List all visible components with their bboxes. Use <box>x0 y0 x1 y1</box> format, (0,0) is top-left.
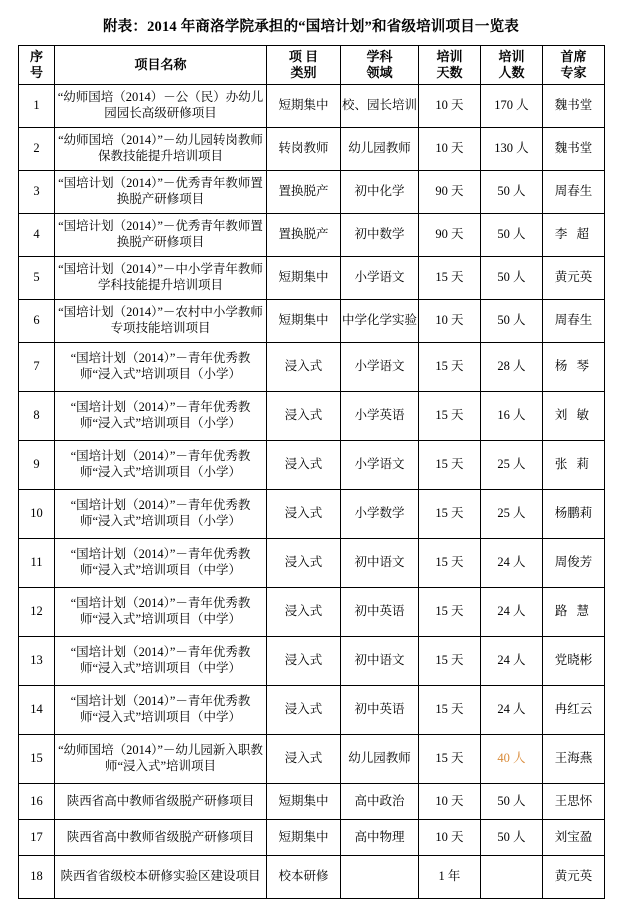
table-row <box>19 213 605 256</box>
cell-training-people <box>481 855 543 898</box>
cell-chief-expert: 黄元英 <box>543 256 605 299</box>
table-row <box>19 538 605 587</box>
cell-subject-field: 高中物理 <box>341 819 419 855</box>
cell-training-days: 10 天 <box>419 84 481 127</box>
cell-chief-expert: 周春生 <box>543 299 605 342</box>
cell-subject-field: 初中英语 <box>341 685 419 734</box>
table-row <box>19 342 605 391</box>
cell-chief-expert: 周春生 <box>543 170 605 213</box>
cell-training-days: 15 天 <box>419 391 481 440</box>
cell-index: 10 <box>19 489 55 538</box>
cell-project-name: “国培计划（2014）”－青年优秀教师“浸入式”培训项目（小学） <box>55 342 267 391</box>
cell-training-people: 130 人 <box>481 127 543 170</box>
cell-training-people: 50 人 <box>481 819 543 855</box>
cell-project-type: 短期集中 <box>267 256 341 299</box>
cell-training-people: 50 人 <box>481 256 543 299</box>
table-row <box>19 256 605 299</box>
cell-subject-field: 初中数学 <box>341 213 419 256</box>
cell-training-days: 10 天 <box>419 783 481 819</box>
cell-project-type: 短期集中 <box>267 783 341 819</box>
cell-training-people: 170 人 <box>481 84 543 127</box>
cell-project-type: 浸入式 <box>267 489 341 538</box>
cell-training-days: 90 天 <box>419 170 481 213</box>
column-header-chief-expert <box>543 46 605 85</box>
cell-project-type: 浸入式 <box>267 440 341 489</box>
cell-subject-field: 小学数学 <box>341 489 419 538</box>
cell-index: 1 <box>19 84 55 127</box>
cell-chief-expert: 刘宝盈 <box>543 819 605 855</box>
column-header-index-line2: 号 <box>29 64 43 80</box>
cell-project-name: “国培计划（2014）”－青年优秀教师“浸入式”培训项目（中学） <box>55 538 267 587</box>
table-row <box>19 685 605 734</box>
cell-subject-field: 校、园长培训 <box>341 84 419 127</box>
table-row <box>19 734 605 783</box>
cell-project-type: 浸入式 <box>267 587 341 636</box>
cell-project-type: 校本研修 <box>267 855 341 898</box>
table-row <box>19 819 605 855</box>
cell-project-name: 陕西省高中教师省级脱产研修项目 <box>55 783 267 819</box>
column-header-index-line1: 序 <box>29 49 43 64</box>
table-row <box>19 440 605 489</box>
table-row <box>19 391 605 440</box>
cell-chief-expert: 冉红云 <box>543 685 605 734</box>
table-header-row <box>19 46 605 85</box>
table-body <box>19 84 605 898</box>
cell-index: 15 <box>19 734 55 783</box>
cell-training-people: 16 人 <box>481 391 543 440</box>
cell-training-people: 28 人 <box>481 342 543 391</box>
cell-subject-field: 初中英语 <box>341 587 419 636</box>
column-header-index <box>19 46 55 85</box>
cell-index: 12 <box>19 587 55 636</box>
cell-training-days: 15 天 <box>419 256 481 299</box>
cell-project-name: “国培计划（2014）”－中小学青年教师学科技能提升培训项目 <box>55 256 267 299</box>
cell-subject-field: 初中语文 <box>341 538 419 587</box>
cell-project-type: 短期集中 <box>267 84 341 127</box>
cell-training-people: 24 人 <box>481 587 543 636</box>
cell-training-people: 24 人 <box>481 685 543 734</box>
column-header-subject-field <box>341 46 419 85</box>
cell-training-days: 10 天 <box>419 127 481 170</box>
cell-project-name: 陕西省高中教师省级脱产研修项目 <box>55 819 267 855</box>
cell-project-name: 陕西省省级校本研修实验区建设项目 <box>55 855 267 898</box>
cell-project-type: 浸入式 <box>267 538 341 587</box>
cell-project-name: “幼师国培（2014）”－幼儿园新入职教师“浸入式”培训项目 <box>55 734 267 783</box>
cell-project-type: 浸入式 <box>267 685 341 734</box>
cell-project-type: 浸入式 <box>267 391 341 440</box>
cell-project-name: “国培计划（2014）”－优秀青年教师置换脱产研修项目 <box>55 213 267 256</box>
cell-training-people: 50 人 <box>481 170 543 213</box>
cell-index: 8 <box>19 391 55 440</box>
cell-subject-field: 小学语文 <box>341 440 419 489</box>
cell-chief-expert: 王海燕 <box>543 734 605 783</box>
cell-training-days: 15 天 <box>419 440 481 489</box>
cell-project-type: 短期集中 <box>267 299 341 342</box>
cell-subject-field: 初中化学 <box>341 170 419 213</box>
cell-index: 6 <box>19 299 55 342</box>
table-row <box>19 299 605 342</box>
cell-project-name: “国培计划（2014）”－青年优秀教师“浸入式”培训项目（中学） <box>55 636 267 685</box>
table-row <box>19 636 605 685</box>
column-header-training-days-line1: 培训 <box>436 49 463 64</box>
table-row <box>19 170 605 213</box>
table-row <box>19 489 605 538</box>
cell-subject-field: 小学语文 <box>341 342 419 391</box>
cell-project-name: “国培计划（2014）”－青年优秀教师“浸入式”培训项目（小学） <box>55 440 267 489</box>
column-header-training-days-line2: 天数 <box>436 64 463 80</box>
page-title: 附表：2014 年商洛学院承担的“国培计划”和省级培训项目一览表 <box>102 19 520 35</box>
cell-subject-field <box>341 855 419 898</box>
cell-chief-expert: 黄元英 <box>543 855 605 898</box>
table-row <box>19 84 605 127</box>
cell-project-type: 置换脱产 <box>267 170 341 213</box>
cell-training-people: 24 人 <box>481 538 543 587</box>
cell-subject-field: 幼儿园教师 <box>341 734 419 783</box>
cell-subject-field: 小学英语 <box>341 391 419 440</box>
table-row <box>19 783 605 819</box>
cell-chief-expert: 党晓彬 <box>543 636 605 685</box>
table-row <box>19 855 605 898</box>
column-header-project-type-line1: 项 目 <box>288 49 319 64</box>
training-projects-table <box>18 45 605 899</box>
column-header-project-type <box>267 46 341 85</box>
cell-project-name: “幼师国培（2014）－公（民）办幼儿园园长高级研修项目 <box>55 84 267 127</box>
cell-training-days: 10 天 <box>419 299 481 342</box>
cell-training-days: 15 天 <box>419 587 481 636</box>
table-header <box>19 46 605 85</box>
cell-subject-field: 初中语文 <box>341 636 419 685</box>
cell-chief-expert: 杨鹏莉 <box>543 489 605 538</box>
table-row <box>19 127 605 170</box>
cell-training-days: 1 年 <box>419 855 481 898</box>
cell-index: 4 <box>19 213 55 256</box>
cell-chief-expert: 魏书堂 <box>543 84 605 127</box>
cell-project-type: 浸入式 <box>267 342 341 391</box>
cell-training-days: 10 天 <box>419 819 481 855</box>
cell-project-name: “国培计划（2014）”－青年优秀教师“浸入式”培训项目（中学） <box>55 685 267 734</box>
cell-chief-expert: 路 慧 <box>543 587 605 636</box>
cell-chief-expert: 周俊芳 <box>543 538 605 587</box>
cell-index: 17 <box>19 819 55 855</box>
cell-project-name: “幼师国培（2014）”－幼儿园转岗教师保教技能提升培训项目 <box>55 127 267 170</box>
column-header-chief-expert-line2: 专家 <box>560 64 587 80</box>
cell-index: 9 <box>19 440 55 489</box>
cell-training-people: 50 人 <box>481 783 543 819</box>
cell-subject-field: 小学语文 <box>341 256 419 299</box>
cell-project-type: 转岗教师 <box>267 127 341 170</box>
cell-index: 5 <box>19 256 55 299</box>
cell-training-people: 25 人 <box>481 440 543 489</box>
cell-subject-field: 高中政治 <box>341 783 419 819</box>
cell-project-name: “国培计划（2014）”－农村中小学教师专项技能培训项目 <box>55 299 267 342</box>
cell-index: 11 <box>19 538 55 587</box>
cell-project-name: “国培计划（2014）”－青年优秀教师“浸入式”培训项目（小学） <box>55 489 267 538</box>
cell-project-name: “国培计划（2014）”－青年优秀教师“浸入式”培训项目（中学） <box>55 587 267 636</box>
cell-training-days: 15 天 <box>419 342 481 391</box>
column-header-training-people <box>481 46 543 85</box>
column-header-subject-field-line2: 领域 <box>366 64 393 80</box>
cell-index: 2 <box>19 127 55 170</box>
column-header-subject-field-line1: 学科 <box>366 49 393 64</box>
cell-chief-expert: 杨 琴 <box>543 342 605 391</box>
column-header-project-type-line2: 类别 <box>290 64 317 80</box>
cell-training-days: 90 天 <box>419 213 481 256</box>
column-header-training-people-line2: 人数 <box>498 64 525 80</box>
cell-project-type: 置换脱产 <box>267 213 341 256</box>
cell-training-people: 25 人 <box>481 489 543 538</box>
cell-subject-field: 中学化学实验 <box>341 299 419 342</box>
cell-chief-expert: 李 超 <box>543 213 605 256</box>
cell-training-days: 15 天 <box>419 636 481 685</box>
cell-training-days: 15 天 <box>419 734 481 783</box>
column-header-chief-expert-line1: 首席 <box>560 49 587 64</box>
cell-training-people: 40 人 <box>481 734 543 783</box>
cell-chief-expert: 魏书堂 <box>543 127 605 170</box>
cell-project-type: 浸入式 <box>267 636 341 685</box>
cell-index: 18 <box>19 855 55 898</box>
cell-index: 16 <box>19 783 55 819</box>
cell-index: 7 <box>19 342 55 391</box>
cell-project-name: “国培计划（2014）”－青年优秀教师“浸入式”培训项目（小学） <box>55 391 267 440</box>
column-header-project-name: 项目名称 <box>55 46 267 85</box>
cell-training-people: 50 人 <box>481 299 543 342</box>
cell-chief-expert: 张 莉 <box>543 440 605 489</box>
cell-index: 3 <box>19 170 55 213</box>
cell-project-type: 浸入式 <box>267 734 341 783</box>
cell-project-type: 短期集中 <box>267 819 341 855</box>
cell-subject-field: 幼儿园教师 <box>341 127 419 170</box>
column-header-training-days <box>419 46 481 85</box>
column-header-training-people-line1: 培训 <box>498 49 525 64</box>
cell-project-name: “国培计划（2014）”－优秀青年教师置换脱产研修项目 <box>55 170 267 213</box>
cell-training-people: 24 人 <box>481 636 543 685</box>
cell-training-people: 50 人 <box>481 213 543 256</box>
cell-training-days: 15 天 <box>419 685 481 734</box>
table-row <box>19 587 605 636</box>
cell-index: 14 <box>19 685 55 734</box>
cell-training-days: 15 天 <box>419 489 481 538</box>
cell-training-days: 15 天 <box>419 538 481 587</box>
cell-index: 13 <box>19 636 55 685</box>
cell-chief-expert: 刘 敏 <box>543 391 605 440</box>
cell-chief-expert: 王思怀 <box>543 783 605 819</box>
